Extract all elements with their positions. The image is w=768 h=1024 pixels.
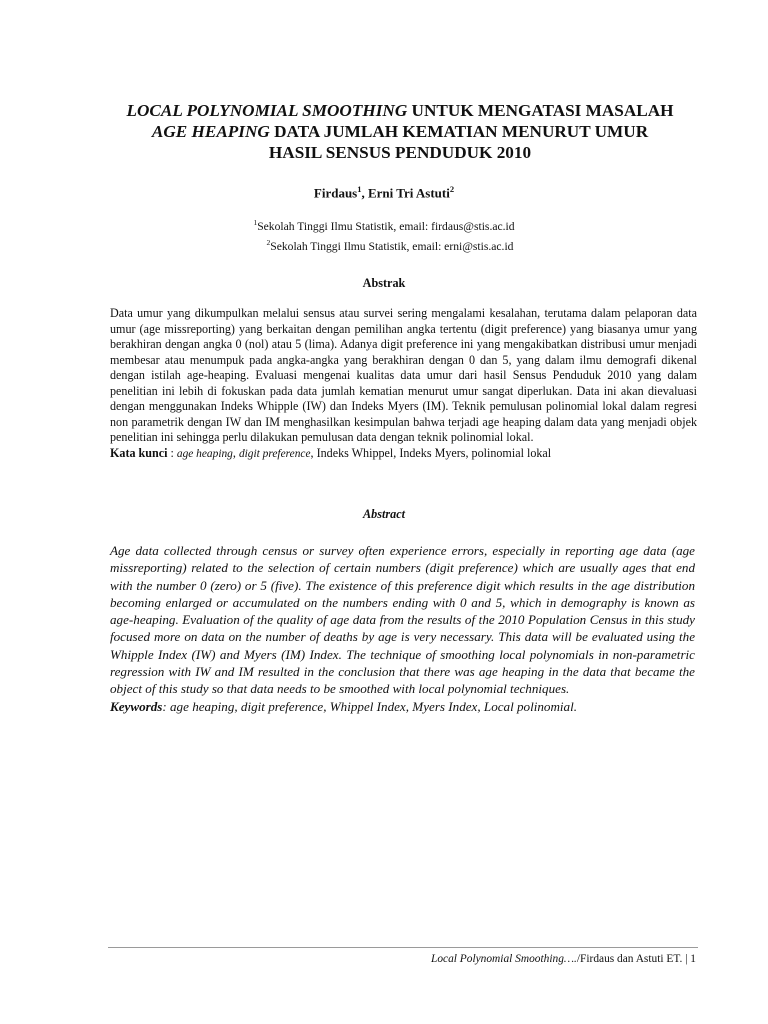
keywords-label: Keywords	[110, 698, 163, 714]
title-line-1	[100, 100, 700, 121]
title-text-1: UNTUK MENGATASI MASALAH	[407, 101, 674, 120]
page-footer	[431, 953, 696, 965]
kata-kunci-age-heaping: age heaping	[176, 447, 233, 460]
affiliations	[0, 215, 768, 255]
affiliation-1	[0, 215, 768, 235]
abstrak-heading: Abstrak	[362, 276, 406, 290]
abstract-heading: Abstract	[363, 507, 405, 521]
author-2: Erni Tri Astuti	[367, 185, 450, 201]
abstract-section	[110, 542, 695, 715]
author-2-affil-mark: 2	[449, 184, 455, 194]
title-text-2: DATA JUMLAH KEMATIAN MENURUT UMUR	[269, 122, 649, 141]
title-italic-1: LOCAL POLYNOMIAL SMOOTHING	[126, 101, 408, 120]
title-line-3: HASIL SENSUS PENDUDUK 2010	[268, 143, 532, 162]
abstract-body: Age data collected through census or survey often experience errors, especially in reporting age data (age missreporting) related to the selection of certain numbers (digit preference) which are usually ages that end with the number 0 (zero) or 5 (five). The existence of this preference digit which results in the age distribution becoming enlarged or accumulated on the numbers ending with 0 and 5, which in demography is known as age-heaping. Evaluation of the quality of age data from the results of the 2010 Population Census in this study focused more on data on the number of deaths by age is very necessary. This data will be evaluated using the Whipple Index (IW) and Myers (IM) Index. The technique of smoothing local polynomials in non-parametric regression with IW and IM resulted in the conclusion that there was age heaping in the data that became the object of this study so that data needs to be smoothed with local polynomial techniques.	[110, 543, 695, 697]
author-1-affil-mark: 1	[357, 184, 362, 194]
footer-running-title: Local Polynomial Smoothing….	[431, 953, 577, 965]
kata-kunci-sep: ,	[232, 445, 239, 460]
affiliation-2-mark: 2	[266, 237, 271, 247]
footer-divider	[108, 947, 698, 948]
kata-kunci-rest: , Indeks Whippel, Indeks Myers, polinomial lokal	[310, 445, 552, 460]
paper-title	[100, 100, 700, 163]
affiliation-2-text: Sekolah Tinggi Ilmu Statistik, email: erni@stis.ac.id	[270, 239, 514, 253]
affiliation-2	[0, 235, 768, 255]
title-italic-2: AGE HEAPING	[151, 122, 270, 141]
abstrak-body: Data umur yang dikumpulkan melalui sensus atau survei sering mengalami kesalahan, terutama dalam pelaporan data umur (age missreporting) yang berkaitan dengan pemilihan angka tertentu (digit preference) yang biasanya umur yang berakhiran dengan angka 0 (nol) atau 5 (lima). Adanya digit preference ini yang mengakibatkan distribusi umur menjadi membesar atau menumpuk pada angka-angka yang berakhiran dengan 0 dan 5, yang dalam ilmu demografi dikenal dengan istilah age-heaping. Evaluasi mengenai kualitas data umur dari hasil Sensus Penduduk 2010 yang dalam penelitian ini lebih di fokuskan pada data jumlah kematian menurut umur sangat diperlukan. Data ini akan dievaluasi dengan menggunakan Indeks Whipple (IW) dan Indeks Myers (IM). Teknik pemulusan polinomial lokal dalam regresi non parametrik dengan IW dan IM menghasilkan kesimpulan bahwa terjadi age heaping dalam data yang menjadi objek penelitian ini sehingga perlu dilakukan pemulusan data dengan teknik polinomial lokal.	[110, 306, 697, 444]
title-line-2	[100, 121, 700, 142]
author-1: Firdaus	[313, 185, 358, 201]
kata-kunci-digit-preference: digit preference	[238, 447, 311, 460]
affiliation-1-mark: 1	[253, 218, 258, 227]
footer-authors-page: /Firdaus dan Astuti ET. | 1	[576, 953, 696, 965]
author-list	[0, 184, 768, 201]
affiliation-1-text: Sekolah Tinggi Ilmu Statistik, email: firdaus@stis.ac.id	[257, 219, 515, 233]
kata-kunci-label: Kata kunci	[110, 445, 168, 460]
kata-kunci-colon: :	[167, 445, 177, 460]
abstrak-section	[110, 306, 697, 462]
keywords-text: : age heaping, digit preference, Whippel Index, Myers Index, Local polinomial.	[162, 698, 578, 714]
author-separator: ,	[361, 185, 368, 201]
